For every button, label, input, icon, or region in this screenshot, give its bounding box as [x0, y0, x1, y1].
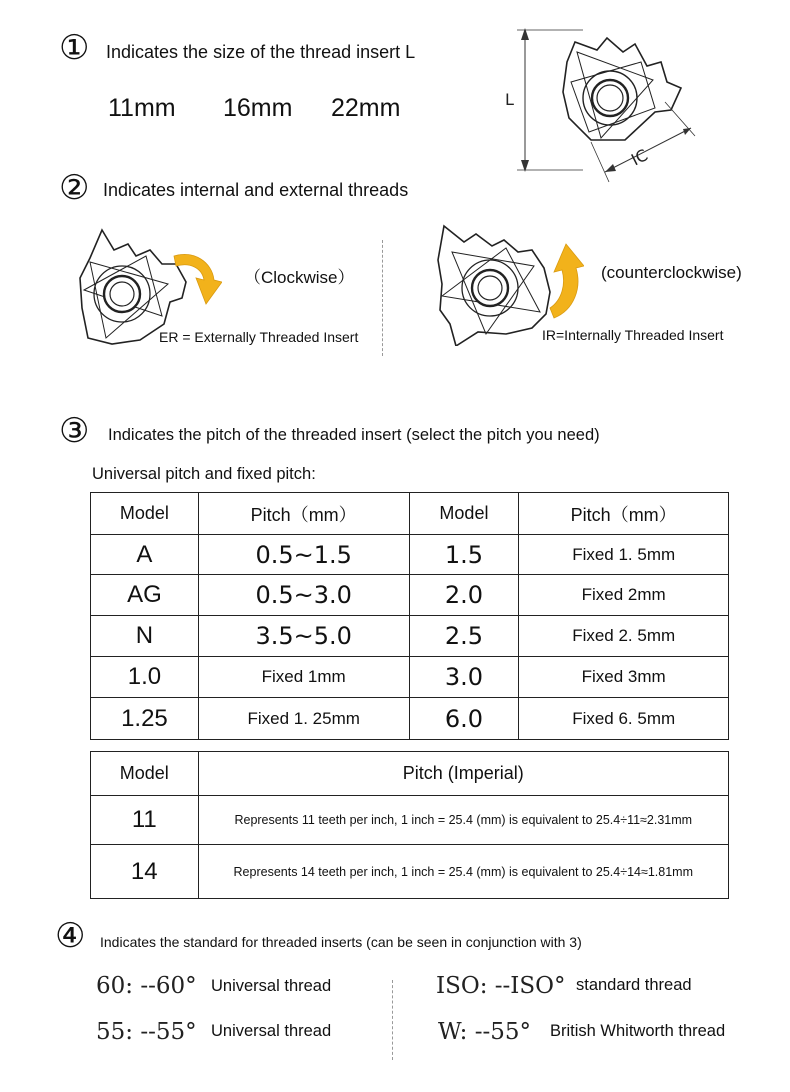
pitch-cell: 0.5~1.5	[198, 535, 409, 575]
pitch-cell: Fixed 2. 5mm	[519, 616, 729, 657]
step-number-1: ①	[59, 28, 90, 68]
table-row	[91, 698, 729, 740]
header-model-left: Model	[91, 493, 199, 535]
standard-code: W: --55°	[438, 1019, 532, 1045]
header-pitch-left: Pitch（mm）	[198, 493, 409, 535]
section-2-heading: Indicates internal and external threads	[103, 180, 409, 200]
model-cell: N	[91, 616, 199, 657]
standard-description: British Whitworth thread	[550, 1022, 726, 1040]
standard-description: Universal thread	[211, 977, 332, 995]
section-3-subheading: Universal pitch and fixed pitch:	[92, 465, 316, 483]
standard-code: 55: --55°	[96, 1019, 197, 1045]
model-cell: AG	[91, 575, 199, 616]
standard-code: ISO: --ISO°	[436, 973, 566, 999]
model-cell: A	[91, 535, 199, 575]
model-cell: 11	[91, 796, 199, 845]
model-cell: 2.0	[409, 575, 519, 616]
pitch-cell: Fixed 1mm	[198, 657, 409, 698]
pitch-cell: Fixed 2mm	[519, 575, 729, 616]
size-22mm: 22mm	[331, 94, 401, 122]
header-model: Model	[91, 752, 199, 796]
pitch-cell: Fixed 1. 25mm	[198, 698, 409, 740]
pitch-cell: Fixed 6. 5mm	[519, 698, 729, 740]
section-4-heading: Indicates the standard for threaded inserts (can be seen in conjunction with 3)	[100, 934, 582, 950]
step-number-2: ②	[59, 168, 90, 208]
er-caption: ER = Externally Threaded Insert	[159, 329, 359, 345]
ic-label: IC	[628, 145, 651, 170]
pitch-cell: Fixed 3mm	[519, 657, 729, 698]
size-16mm: 16mm	[223, 94, 293, 122]
table-row	[91, 657, 729, 698]
table-row	[91, 796, 729, 845]
standard-description: standard thread	[576, 976, 692, 994]
section-3-heading: Indicates the pitch of the threaded insert (select the pitch you need)	[108, 426, 600, 444]
ir-direction-label: (counterclockwise)	[601, 263, 742, 282]
model-cell: 2.5	[409, 616, 519, 657]
header-model-right: Model	[409, 493, 519, 535]
ir-insert-hole	[472, 270, 508, 306]
insert-dimension-diagram	[505, 22, 705, 194]
section-1-heading: Indicates the size of the thread insert L	[106, 42, 416, 62]
header-pitch-right: Pitch（mm）	[519, 493, 729, 535]
size-11mm: 11mm	[108, 94, 176, 122]
pitch-cell: 3.5~5.0	[198, 616, 409, 657]
model-cell: 1.25	[91, 698, 199, 740]
header-pitch-imperial: Pitch (Imperial)	[198, 752, 728, 796]
pitch-cell: 0.5~3.0	[198, 575, 409, 616]
counterclockwise-arrow-icon	[550, 244, 584, 318]
table-header-row	[91, 493, 729, 535]
imperial-pitch-table	[90, 751, 729, 899]
pitch-description-cell: Represents 14 teeth per inch, 1 inch = 25.4 (mm) is equivalent to 25.4÷14≈1.81mm	[198, 845, 728, 899]
table-header-row	[91, 752, 729, 796]
er-direction-label: （Clockwise）	[244, 268, 355, 287]
table-row	[91, 845, 729, 899]
standard-description: Universal thread	[211, 1022, 332, 1040]
length-label: L	[505, 90, 514, 109]
section-2-divider	[382, 240, 383, 356]
model-cell: 1.0	[91, 657, 199, 698]
step-number-3: ③	[59, 411, 90, 451]
pitch-description-cell: Represents 11 teeth per inch, 1 inch = 25.4 (mm) is equivalent to 25.4÷11≈2.31mm	[198, 796, 728, 845]
ir-caption: IR=Internally Threaded Insert	[542, 327, 724, 343]
table-row	[91, 616, 729, 657]
table-row	[91, 575, 729, 616]
pitch-cell: Fixed 1. 5mm	[519, 535, 729, 575]
step-number-4: ④	[55, 916, 86, 956]
model-cell: 3.0	[409, 657, 519, 698]
model-cell: 1.5	[409, 535, 519, 575]
metric-pitch-table	[90, 492, 729, 740]
section-4-divider	[392, 980, 393, 1060]
model-cell: 14	[91, 845, 199, 899]
table-row	[91, 535, 729, 575]
model-cell: 6.0	[409, 698, 519, 740]
standard-code: 60: --60°	[96, 973, 197, 999]
